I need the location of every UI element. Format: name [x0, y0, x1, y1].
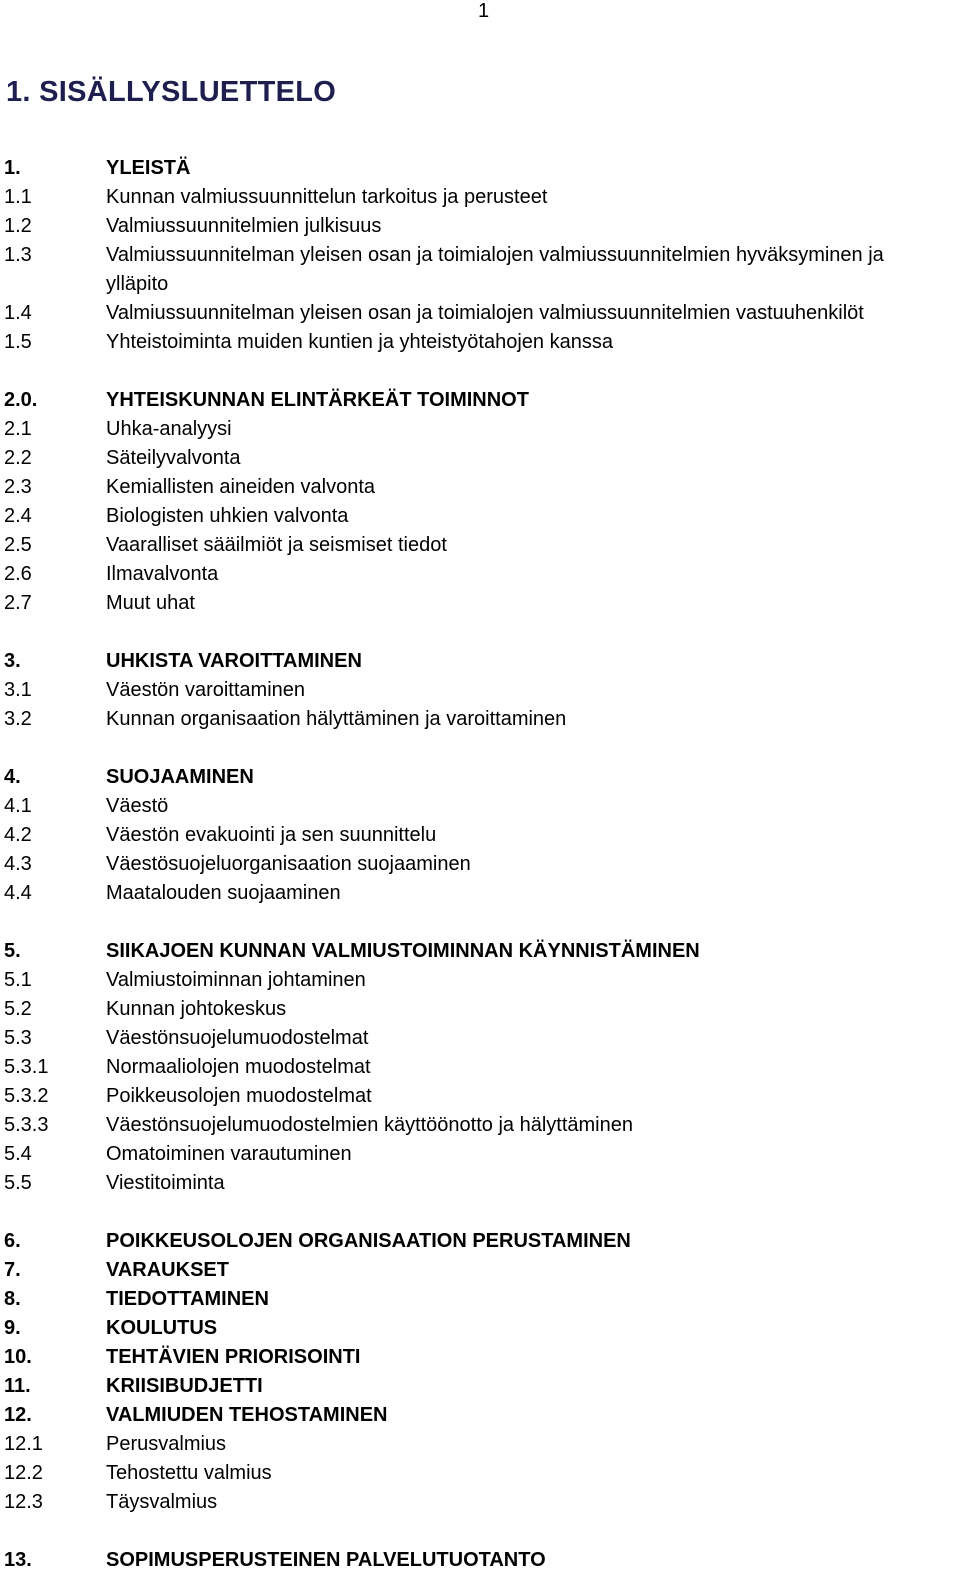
toc-entry-number: 5.3.2	[4, 1085, 49, 1107]
toc-entry[interactable]	[4, 1053, 956, 1082]
toc-entry[interactable]	[4, 1401, 956, 1430]
toc-entry[interactable]	[4, 1372, 956, 1401]
toc-entry[interactable]	[4, 676, 956, 705]
toc-entry-number: 2.4	[4, 505, 32, 527]
toc-entry-number: 5.1	[4, 969, 32, 991]
toc-entry[interactable]	[4, 995, 956, 1024]
toc-entry[interactable]	[4, 212, 956, 241]
toc-entry-number: 2.6	[4, 563, 32, 585]
toc-entry-text: TEHTÄVIEN PRIORISOINTI	[106, 1346, 361, 1368]
toc-entry-text: Poikkeusolojen muodostelmat	[106, 1085, 372, 1107]
toc-entry-text: Täysvalmius	[106, 1491, 218, 1513]
toc-entry-number: 12.1	[4, 1433, 43, 1455]
toc-entry-number: 8.	[4, 1288, 21, 1310]
page-title: 1. SISÄLLYSLUETTELO	[6, 76, 337, 108]
toc-entry-text: KRIISIBUDJETTI	[106, 1375, 263, 1397]
toc-entry-number: 1.2	[4, 215, 32, 237]
toc-entry-text: Väestö	[106, 795, 169, 817]
toc-entry[interactable]	[4, 415, 956, 444]
toc-entry-text: SUOJAAMINEN	[106, 766, 254, 788]
toc-entry-number: 11.	[4, 1375, 31, 1397]
toc-entry-text: Kunnan valmiussuunnittelun tarkoitus ja perusteet	[106, 186, 548, 208]
toc-entry-number: 9.	[4, 1317, 21, 1339]
toc-entry-text: UHKISTA VAROITTAMINEN	[106, 650, 362, 672]
toc-entry-text: POIKKEUSOLOJEN ORGANISAATION PERUSTAMINEN	[106, 1230, 631, 1252]
toc-entry[interactable]	[4, 850, 956, 879]
toc-entry-text: Valmiussuunnitelmien julkisuus	[106, 215, 382, 237]
toc-entry[interactable]	[4, 444, 956, 473]
toc-entry[interactable]	[4, 879, 956, 908]
toc-entry-text: KOULUTUS	[106, 1317, 218, 1339]
toc-entry-number: 4.3	[4, 853, 32, 875]
toc-entry[interactable]	[4, 1488, 956, 1517]
toc-entry-number: 2.1	[4, 418, 32, 440]
toc-entry[interactable]	[4, 1082, 956, 1111]
toc-entry[interactable]	[4, 1343, 956, 1372]
toc-entry-text: Väestönsuojelumuodostelmat	[106, 1027, 369, 1049]
toc-entry[interactable]	[4, 299, 956, 328]
toc-entry-text: Kunnan organisaation hälyttäminen ja varoittaminen	[106, 708, 567, 730]
toc-entry[interactable]	[4, 1111, 956, 1140]
toc-entry-text: YLEISTÄ	[106, 157, 191, 179]
toc-entry-number: 12.2	[4, 1462, 43, 1484]
toc-entry-text: VARAUKSET	[106, 1259, 229, 1281]
toc-entry[interactable]	[4, 647, 956, 676]
toc-entry-number: 2.0.	[4, 389, 38, 411]
toc-entry-number: 1.4	[4, 302, 32, 324]
toc-entry[interactable]	[4, 1314, 956, 1343]
toc-entry-text: Vaaralliset sääilmiöt ja seismiset tiedot	[106, 534, 447, 556]
toc-entry-text: Tehostettu valmius	[106, 1462, 272, 1484]
toc-entry-number: 4.1	[4, 795, 32, 817]
toc-entry[interactable]	[4, 1024, 956, 1053]
toc-entry-number: 2.3	[4, 476, 32, 498]
toc-entry-number: 5.5	[4, 1172, 32, 1194]
toc-entry-number: 3.	[4, 650, 21, 672]
toc-entry[interactable]	[4, 560, 956, 589]
toc-entry-number: 3.1	[4, 679, 32, 701]
toc-entry-number: 5.3.1	[4, 1056, 49, 1078]
toc-entry[interactable]	[4, 241, 956, 270]
toc-entry-number: 2.2	[4, 447, 32, 469]
toc-entry-number: 12.	[4, 1404, 32, 1426]
toc-entry[interactable]	[4, 502, 956, 531]
toc-entry-text: Väestön varoittaminen	[106, 679, 306, 701]
toc-entry[interactable]	[4, 1546, 956, 1575]
toc-entry-number: 5.3.3	[4, 1114, 49, 1136]
toc-entry[interactable]	[4, 386, 956, 415]
toc-entry-number: 1.	[4, 157, 21, 179]
toc-entry-text: Väestönsuojelumuodostelmien käyttöönotto ja hälyttäminen	[106, 1114, 633, 1136]
toc-entry[interactable]	[4, 1256, 956, 1285]
toc-entry[interactable]	[4, 1430, 956, 1459]
table-of-contents	[4, 154, 956, 1575]
toc-entry-text: SOPIMUSPERUSTEINEN PALVELUTUOTANTO	[106, 1549, 546, 1571]
toc-entry[interactable]	[4, 473, 956, 502]
toc-entry-text: Säteilyvalvonta	[106, 447, 241, 469]
toc-entry-text: Valmiussuunnitelman yleisen osan ja toimialojen valmiussuunnitelmien hyväksyminen ja	[106, 244, 884, 266]
toc-entry-text: Ilmavalvonta	[106, 563, 219, 585]
toc-entry-number: 7.	[4, 1259, 21, 1281]
toc-entry-number: 4.4	[4, 882, 32, 904]
toc-entry[interactable]	[4, 183, 956, 212]
toc-entry-text: Viestitoiminta	[106, 1172, 225, 1194]
toc-entry[interactable]	[4, 589, 956, 618]
toc-entry-number: 2.7	[4, 592, 32, 614]
toc-entry[interactable]	[4, 1169, 956, 1198]
toc-entry[interactable]	[4, 531, 956, 560]
toc-entry[interactable]	[4, 1140, 956, 1169]
toc-entry-text: Valmiustoiminnan johtaminen	[106, 969, 366, 991]
toc-entry[interactable]	[4, 1459, 956, 1488]
page-number: 1	[478, 0, 490, 22]
toc-entry-text: Omatoiminen varautuminen	[106, 1143, 352, 1165]
toc-entry-number: 5.2	[4, 998, 32, 1020]
toc-entry[interactable]	[4, 821, 956, 850]
toc-entry-text: Kunnan johtokeskus	[106, 998, 287, 1020]
toc-entry-text: Biologisten uhkien valvonta	[106, 505, 349, 527]
toc-entry-text: SIIKAJOEN KUNNAN VALMIUSTOIMINNAN KÄYNNISTÄMINEN	[106, 940, 700, 962]
toc-entry[interactable]	[4, 1227, 956, 1256]
toc-entry-text: TIEDOTTAMINEN	[106, 1288, 269, 1310]
toc-entry[interactable]	[4, 328, 956, 357]
toc-entry-continuation: ylläpito	[106, 273, 169, 295]
toc-entry-text: YHTEISKUNNAN ELINTÄRKEÄT TOIMINNOT	[106, 389, 529, 411]
toc-entry-text: Uhka-analyysi	[106, 418, 232, 440]
toc-entry[interactable]	[4, 763, 956, 792]
toc-entry-text: Muut uhat	[106, 592, 195, 614]
toc-entry-number: 5.3	[4, 1027, 32, 1049]
toc-entry-text: Väestön evakuointi ja sen suunnittelu	[106, 824, 437, 846]
toc-entry-number: 5.4	[4, 1143, 32, 1165]
toc-entry-text: Perusvalmius	[106, 1433, 227, 1455]
toc-entry[interactable]	[4, 705, 956, 734]
toc-entry-number: 5.	[4, 940, 21, 962]
toc-entry[interactable]	[4, 792, 956, 821]
toc-entry-text: Väestösuojeluorganisaation suojaaminen	[106, 853, 471, 875]
toc-entry-number: 10.	[4, 1346, 32, 1368]
toc-entry-text: Maatalouden suojaaminen	[106, 882, 341, 904]
toc-entry-text: Kemiallisten aineiden valvonta	[106, 476, 376, 498]
toc-entry-number: 6.	[4, 1230, 21, 1252]
toc-entry-number: 12.3	[4, 1491, 43, 1513]
toc-entry[interactable]	[4, 937, 956, 966]
toc-entry-text: VALMIUDEN TEHOSTAMINEN	[106, 1404, 388, 1426]
toc-entry-number: 3.2	[4, 708, 32, 730]
toc-entry[interactable]	[4, 966, 956, 995]
toc-entry-number: 1.5	[4, 331, 32, 353]
toc-entry-number: 13.	[4, 1549, 32, 1571]
toc-entry-number: 4.	[4, 766, 21, 788]
toc-entry[interactable]	[4, 154, 956, 183]
toc-entry-number: 1.1	[4, 186, 32, 208]
toc-entry-text: Yhteistoiminta muiden kuntien ja yhteistyötahojen kanssa	[106, 331, 613, 353]
toc-entry-number: 1.3	[4, 244, 32, 266]
toc-entry-text: Normaaliolojen muodostelmat	[106, 1056, 371, 1078]
toc-entry-text: Valmiussuunnitelman yleisen osan ja toimialojen valmiussuunnitelmien vastuuhenkilöt	[106, 302, 864, 324]
toc-entry-number: 2.5	[4, 534, 32, 556]
toc-entry-number: 4.2	[4, 824, 32, 846]
toc-entry[interactable]	[4, 1285, 956, 1314]
